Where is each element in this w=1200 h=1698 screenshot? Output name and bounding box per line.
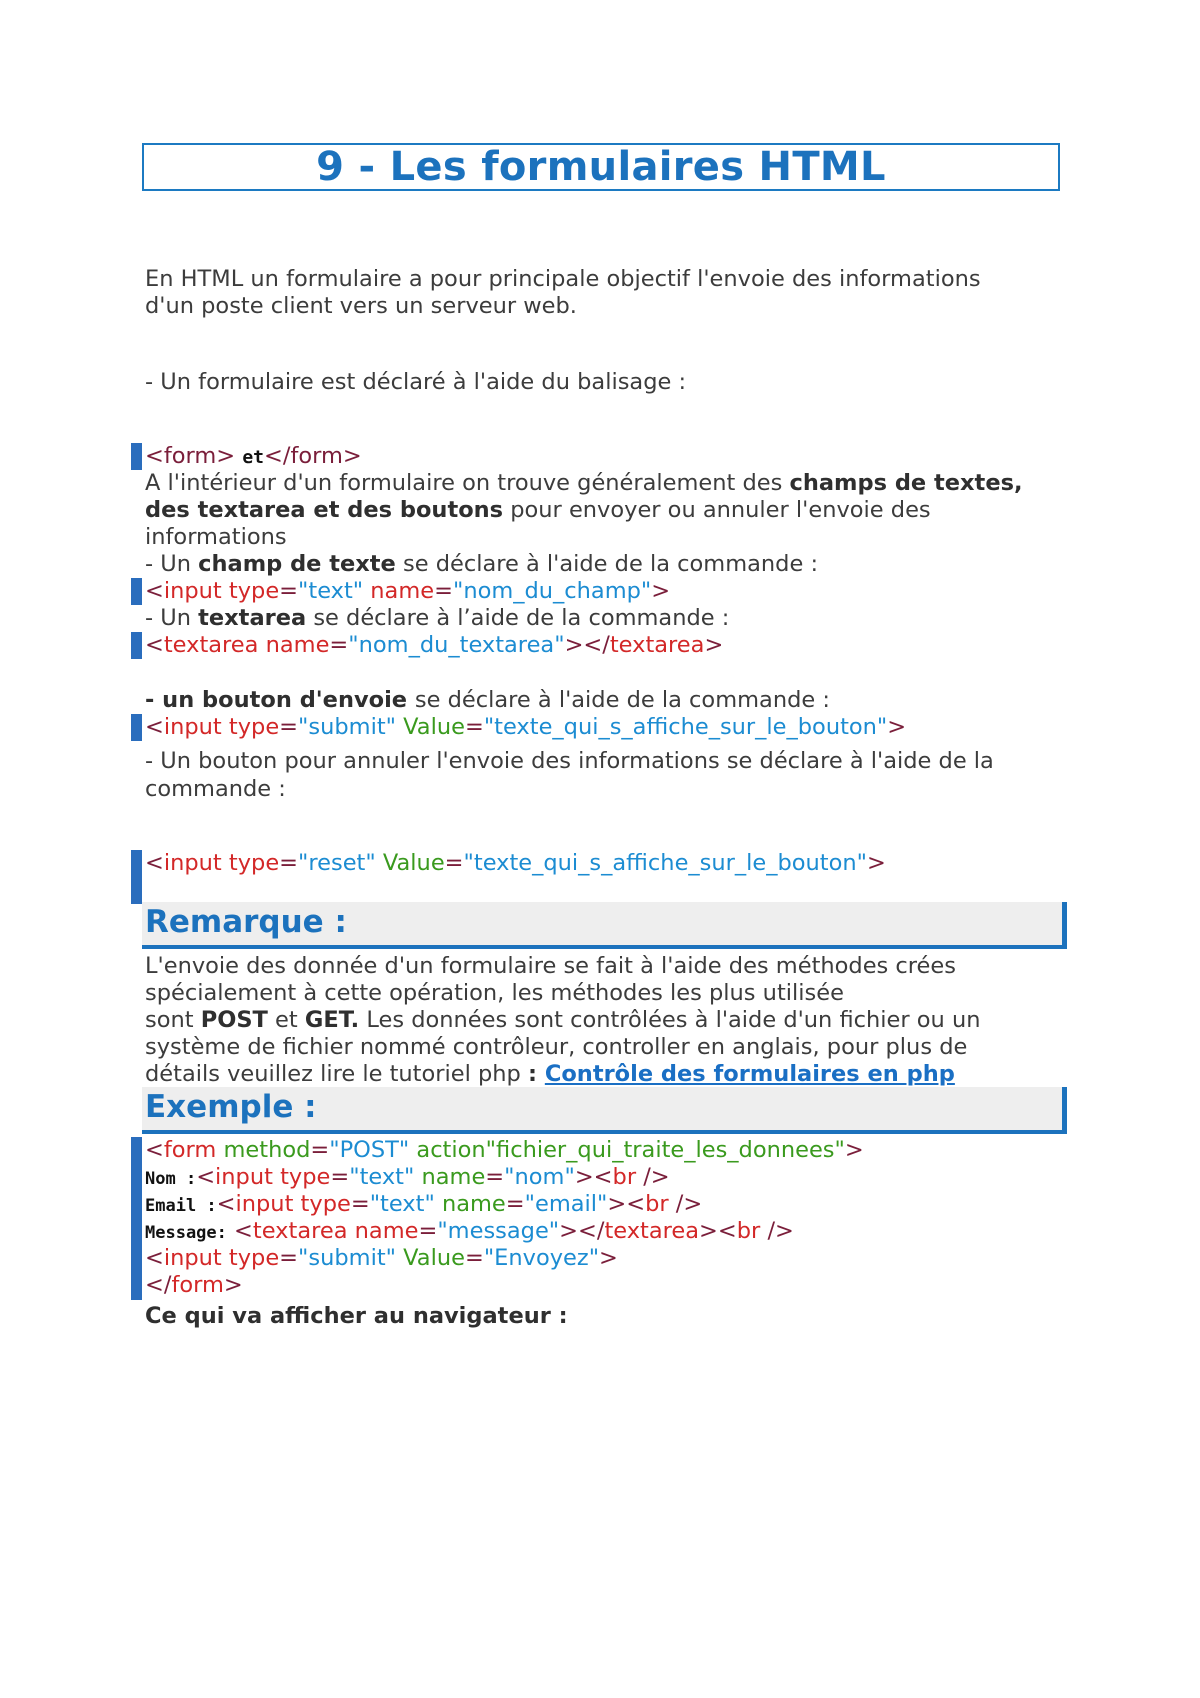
code-marker [131, 443, 142, 470]
remarque-line-3: sont POST et GET. Les données sont contrôlées à l'aide d'un fichier ou un [145, 1007, 981, 1033]
remarque-heading: Remarque : [145, 904, 347, 940]
code-reset: <input type="reset" Value="texte_qui_s_affiche_sur_le_bouton"> [145, 850, 886, 876]
interior-line-3: informations [145, 524, 287, 550]
navigateur-text: Ce qui va afficher au navigateur : [145, 1303, 568, 1329]
exemple-code-line-6: </form> [145, 1272, 243, 1298]
exemple-code-line-2: Nom :<input type="text" name="nom"><br /> [145, 1164, 670, 1190]
form-tags-line [145, 443, 362, 471]
page-title-box [142, 143, 1060, 191]
controle-formulaires-link[interactable]: Contrôle des formulaires en php [544, 1061, 955, 1087]
code-marker [131, 632, 142, 659]
code-marker [131, 578, 142, 605]
exemple-heading-box [142, 1087, 1067, 1134]
remarque-line-1: L'envoie des donnée d'un formulaire se fait à l'aide des méthodes crées [145, 953, 956, 979]
bouton-line: - un bouton d'envoie se déclare à l'aide de la commande : [145, 687, 830, 713]
code-textarea: <textarea name="nom_du_textarea"></textarea> [145, 632, 724, 658]
annuler-line-1: - Un bouton pour annuler l'envoie des informations se déclare à l'aide de la [145, 748, 994, 774]
intro-line-2: d'un poste client vers un serveur web. [145, 293, 577, 319]
exemple-code-line-1: <form method="POST" action"fichier_qui_traite_les_donnees"> [145, 1137, 864, 1163]
remarque-line-4: système de fichier nommé contrôleur, controller en anglais, pour plus de [145, 1034, 968, 1060]
code-input-text: <input type="text" name="nom_du_champ"> [145, 578, 671, 604]
champ-line: - Un champ de texte se déclare à l'aide de la commande : [145, 551, 819, 577]
remarque-line-5: détails veuillez lire le tutoriel php : Contrôle des formulaires en php [145, 1061, 955, 1087]
form-close-tag: </form> [264, 443, 362, 469]
annuler-line-2: commande : [145, 776, 286, 802]
remarque-heading-box [142, 902, 1067, 949]
page-title: 9 - Les formulaires HTML [316, 144, 886, 190]
intro-line-1: En HTML un formulaire a pour principale objectif l'envoie des informations [145, 266, 981, 292]
declaration-text: - Un formulaire est déclaré à l'aide du balisage : [145, 369, 687, 395]
form-et: et [242, 447, 265, 468]
code-marker [131, 850, 142, 904]
form-open-tag: <form> [145, 443, 236, 469]
interior-line-1: A l'intérieur d'un formulaire on trouve généralement des champs de textes, [145, 470, 1023, 496]
interior-line-2: des textarea et des boutons pour envoyer ou annuler l'envoie des [145, 497, 931, 523]
exemple-heading: Exemple : [145, 1089, 317, 1125]
code-marker [131, 1137, 142, 1300]
remarque-line-2: spécialement à cette opération, les méthodes les plus utilisée [145, 980, 844, 1006]
textarea-line: - Un textarea se déclare à l’aide de la commande : [145, 605, 730, 631]
code-marker [131, 714, 142, 741]
exemple-code-line-3: Email :<input type="text" name="email"><br /> [145, 1191, 703, 1217]
exemple-code-line-4: Message: <textarea name="message"></textarea><br /> [145, 1218, 794, 1244]
code-submit: <input type="submit" Value="texte_qui_s_affiche_sur_le_bouton"> [145, 714, 907, 740]
exemple-code-line-5: <input type="submit" Value="Envoyez"> [145, 1245, 618, 1271]
